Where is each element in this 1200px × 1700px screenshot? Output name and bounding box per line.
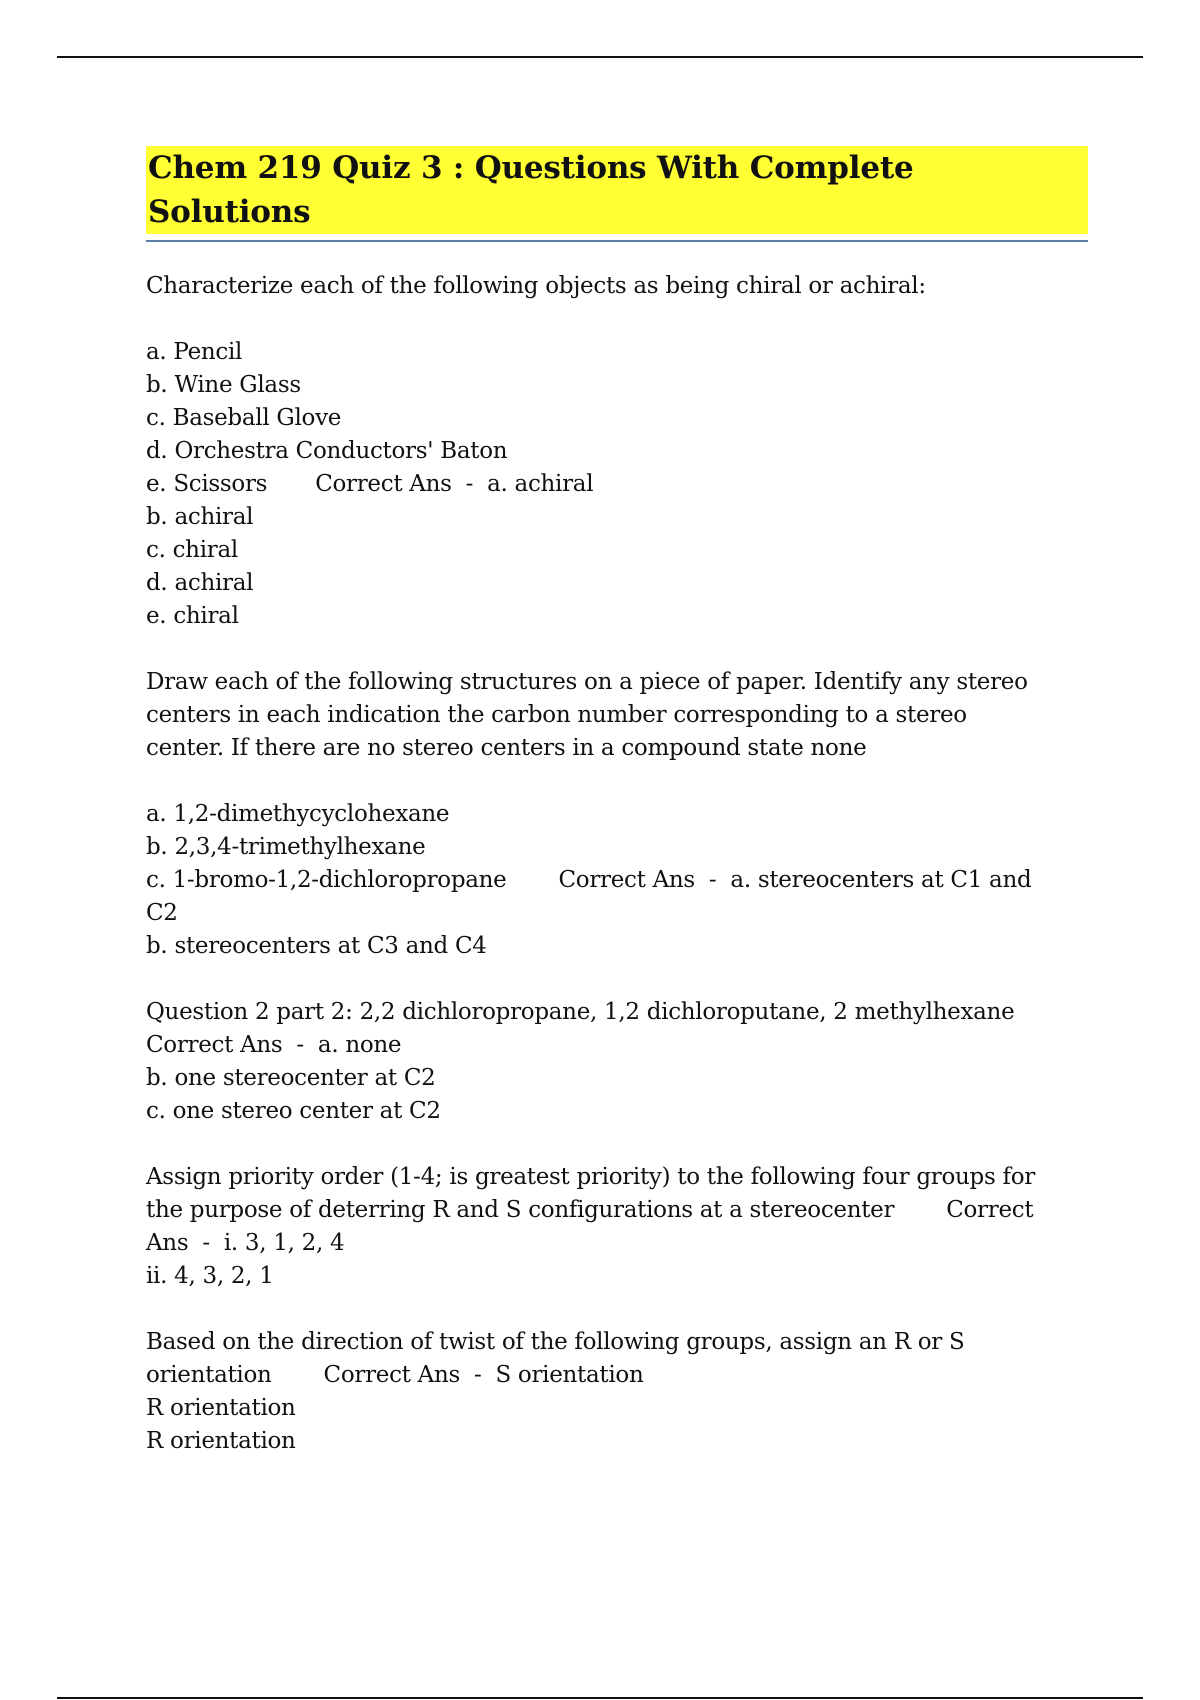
- answer-label: Correct Ans - a. stereocenters at C1 and: [558, 867, 1032, 893]
- question-2-body: [146, 798, 1088, 963]
- question-text: centers in each indication the carbon number corresponding to a stereo: [146, 702, 967, 728]
- answer-line: Correct Ans - a. none: [146, 1032, 402, 1058]
- question-2-prompt: [146, 666, 1088, 765]
- answer-line: b. stereocenters at C3 and C4: [146, 933, 487, 959]
- option-item: e. Scissors: [146, 471, 268, 497]
- answer-line: C2: [146, 900, 178, 926]
- question-answer-line: [146, 1359, 1088, 1392]
- header-rule: [57, 56, 1143, 58]
- option-item: b. 2,3,4-trimethylhexane: [146, 834, 426, 860]
- answer-line: e. chiral: [146, 603, 239, 629]
- question-5: [146, 1326, 1088, 1458]
- question-1-body: [146, 336, 1088, 633]
- answer-line: b. one stereocenter at C2: [146, 1065, 436, 1091]
- question-answer-line: [146, 1194, 1088, 1227]
- question-1-prompt: [146, 270, 1088, 303]
- question-text: Based on the direction of twist of the following groups, assign an R or S: [146, 1329, 965, 1355]
- title-block: [146, 146, 1088, 242]
- option-answer-line: [146, 864, 1088, 897]
- question-text: Draw each of the following structures on a piece of paper. Identify any stereo: [146, 669, 1028, 695]
- answer-line: d. achiral: [146, 570, 254, 596]
- question-4: [146, 1161, 1088, 1293]
- question-text: center. If there are no stereo centers in a compound state none: [146, 735, 867, 761]
- question-text: Characterize each of the following objects as being chiral or achiral:: [146, 273, 926, 299]
- option-answer-line: [146, 468, 1088, 501]
- answer-label: Correct Ans - S orientation: [323, 1362, 644, 1388]
- option-item: a. 1,2-dimethycyclohexane: [146, 801, 450, 827]
- option-item: a. Pencil: [146, 339, 243, 365]
- question-text: the purpose of deterring R and S configurations at a stereocenter: [146, 1197, 895, 1223]
- answer-label: Correct: [946, 1197, 1034, 1223]
- answer-label: Correct Ans - a. achiral: [315, 471, 594, 497]
- document-body: [146, 146, 1088, 1491]
- option-item: d. Orchestra Conductors' Baton: [146, 438, 508, 464]
- answer-line: b. achiral: [146, 504, 254, 530]
- answer-line: R orientation: [146, 1395, 296, 1421]
- option-item: b. Wine Glass: [146, 372, 301, 398]
- answer-line: Ans - i. 3, 1, 2, 4: [146, 1230, 345, 1256]
- question-3: [146, 996, 1088, 1128]
- question-text: Assign priority order (1-4; is greatest priority) to the following four groups for: [146, 1164, 1035, 1190]
- question-text: Question 2 part 2: 2,2 dichloropropane, 1,2 dichloroputane, 2 methylhexane: [146, 999, 1015, 1025]
- answer-line: c. chiral: [146, 537, 238, 563]
- answer-line: R orientation: [146, 1428, 296, 1454]
- option-item: c. Baseball Glove: [146, 405, 342, 431]
- question-text: orientation: [146, 1362, 272, 1388]
- answer-line: c. one stereo center at C2: [146, 1098, 441, 1124]
- document-title: Chem 219 Quiz 3 : Questions With Complete Solutions: [146, 146, 1088, 234]
- footer-rule: [57, 1697, 1143, 1699]
- option-item: c. 1-bromo-1,2-dichloropropane: [146, 867, 507, 893]
- answer-line: ii. 4, 3, 2, 1: [146, 1263, 274, 1289]
